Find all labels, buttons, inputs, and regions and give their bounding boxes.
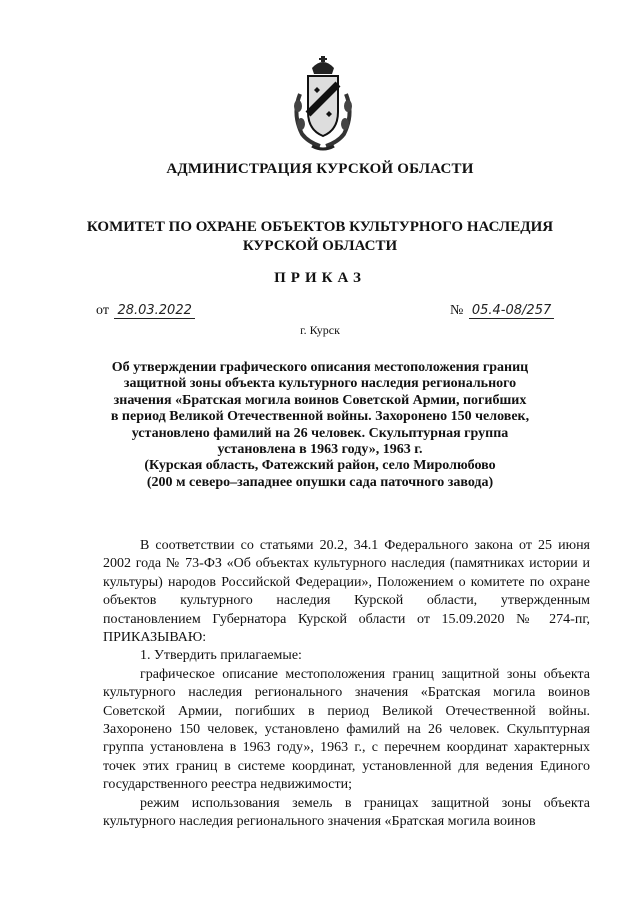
city-label: г. Курск	[300, 323, 340, 337]
body-paragraph-preamble: В соответствии со статьями 20.2, 34.1 Федерального закона от 25 июня 2002 года № 73-ФЗ «Об объектах культурного наследия (памятниках истории и культуры) народов Российской Федерации», Положением о комитете по охране объектов культурного наследия Курской области, утвержденным постановлением Губернатора Курской области от 15.09.2020 № 274-пг, ПРИКАЗЫВАЮ:	[103, 538, 590, 646]
committee-heading-line-1: КОМИТЕТ ПО ОХРАНЕ ОБЪЕКТОВ КУЛЬТУРНОГО НАСЛЕДИЯ	[86, 219, 554, 235]
committee-heading-line-2: КУРСКОЙ ОБЛАСТИ	[242, 238, 398, 254]
title-line: Об утверждении графического описания местоположения границ	[111, 360, 529, 375]
body-paragraph-graphic-description: графическое описание местоположения границ защитной зоны объекта культурного наследия регионального значения «Братская могила воинов Советской Армии, погибших в период Великой Отечественной войны. Захоронено 150 человек, установлено фамилий на 26 человек. Скульптурная группа установлена в 1963 году», 1963 г., с перечнем координат характерных точек этих границ в системе координат, установленной для ведения Единого государственного реестра недвижимости;	[103, 666, 590, 793]
title-line: значения «Братская могила воинов Советской Армии, погибших	[113, 392, 527, 408]
order-date-value: 28.03.2022	[114, 304, 194, 319]
title-line: установлено фамилий на 26 человек. Скульптурная группа	[131, 425, 509, 441]
body-paragraph-land-use-regime: режим использования земель в границах защитной зоны объекта культурного наследия регионального значения «Братская могила воинов	[103, 795, 590, 830]
order-date-prefix: от	[96, 303, 109, 318]
title-line: (Курская область, Фатежский район, село Миролюбово	[144, 458, 496, 474]
order-date	[96, 303, 195, 319]
order-title	[80, 360, 560, 491]
title-line: установлена в 1963 году», 1963 г.	[217, 442, 423, 458]
order-number-prefix: №	[450, 303, 464, 318]
coat-of-arms-icon	[292, 54, 354, 152]
order-heading: ПРИКАЗ	[274, 270, 366, 286]
title-line: (200 м северо–западнее опушки сада паточного завода)	[146, 474, 494, 490]
order-number-value: 05.4-08/257	[469, 304, 554, 319]
administration-heading: АДМИНИСТРАЦИЯ КУРСКОЙ ОБЛАСТИ	[166, 161, 474, 177]
committee-heading	[0, 218, 640, 256]
body-paragraph-item-1: 1. Утвердить прилагаемые:	[140, 648, 302, 664]
title-line: защитной зоны объекта культурного наследия регионального	[123, 376, 517, 392]
order-body	[103, 537, 590, 832]
title-line: в период Великой Отечественной войны. Захоронено 150 человек,	[110, 409, 530, 425]
order-number	[450, 303, 554, 319]
